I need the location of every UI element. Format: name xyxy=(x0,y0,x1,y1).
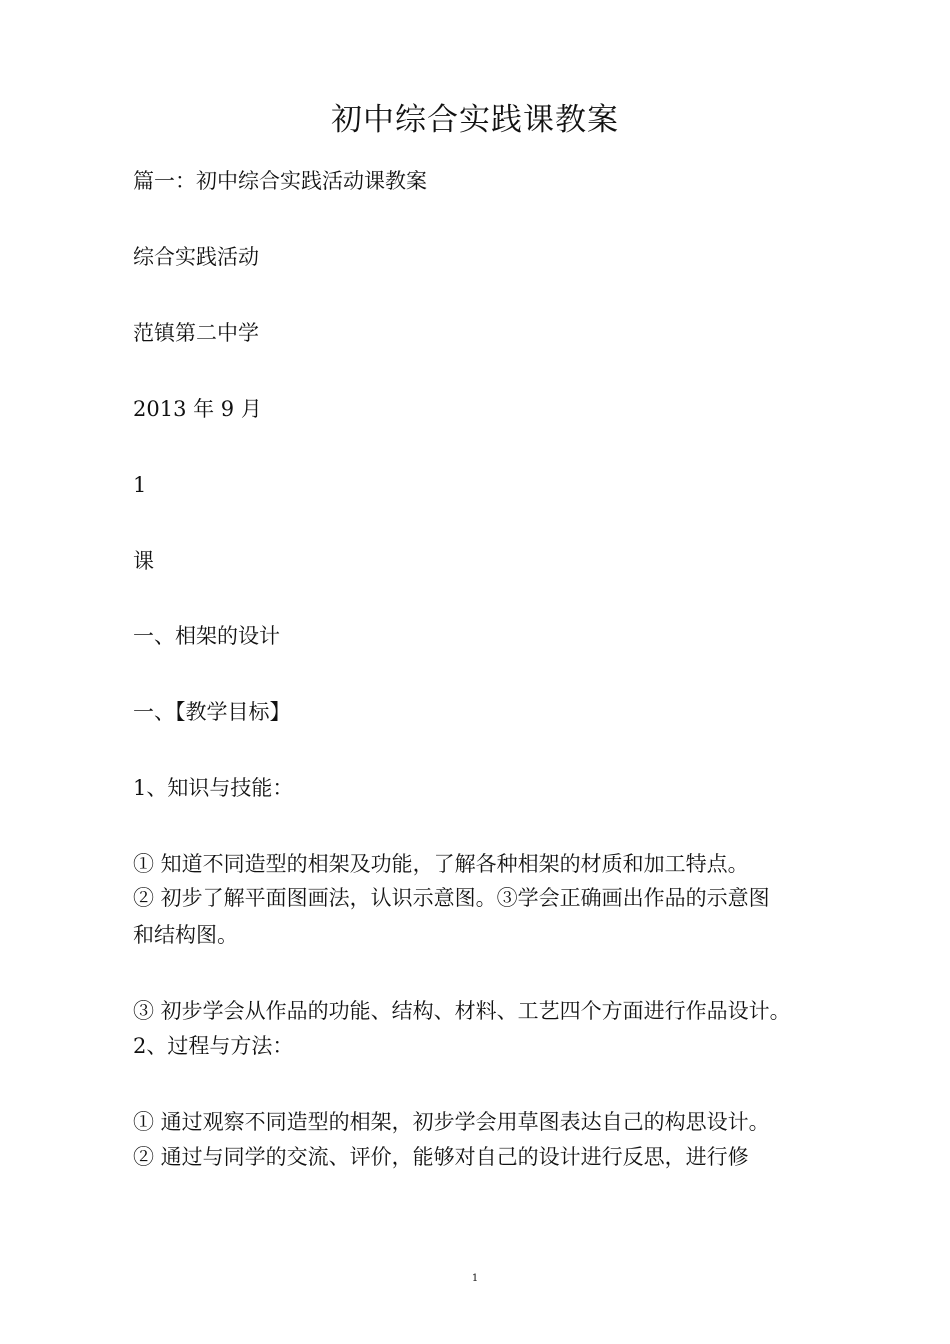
activity-label: 综合实践活动 xyxy=(133,245,259,269)
objectives-heading: 一、【教学目标】 xyxy=(133,700,291,724)
paragraph-line: ① 通过观察不同造型的相架，初步学会用草图表达自己的构思设计。 xyxy=(133,1110,770,1134)
paragraph-line: ① 知道不同造型的相架及功能，了解各种相架的材质和加工特点。 xyxy=(133,852,749,876)
process-method-heading: 2、过程与方法： xyxy=(133,1034,294,1058)
date-text: 2013 年 9 月 xyxy=(133,397,262,421)
page-number: 1 xyxy=(471,1273,479,1284)
paragraph-line: ② 初步了解平面图画法，认识示意图。③学会正确画出作品的示意图 xyxy=(133,886,770,910)
knowledge-skills-heading: 1、知识与技能： xyxy=(133,776,294,800)
document-title: 初中综合实践课教案 xyxy=(331,102,619,138)
lesson-label: 课 xyxy=(133,549,154,573)
school-name: 范镇第二中学 xyxy=(133,321,259,345)
paragraph-line: ② 通过与同学的交流、评价，能够对自己的设计进行反思，进行修 xyxy=(133,1145,749,1169)
paragraph-line: 和结构图。 xyxy=(133,923,238,947)
lesson-number: 1 xyxy=(133,473,147,497)
paragraph-line: ③ 初步学会从作品的功能、结构、材料、工艺四个方面进行作品设计。 xyxy=(133,999,791,1023)
lesson-title: 一、相架的设计 xyxy=(133,624,280,648)
section-heading: 篇一：初中综合实践活动课教案 xyxy=(133,169,427,193)
